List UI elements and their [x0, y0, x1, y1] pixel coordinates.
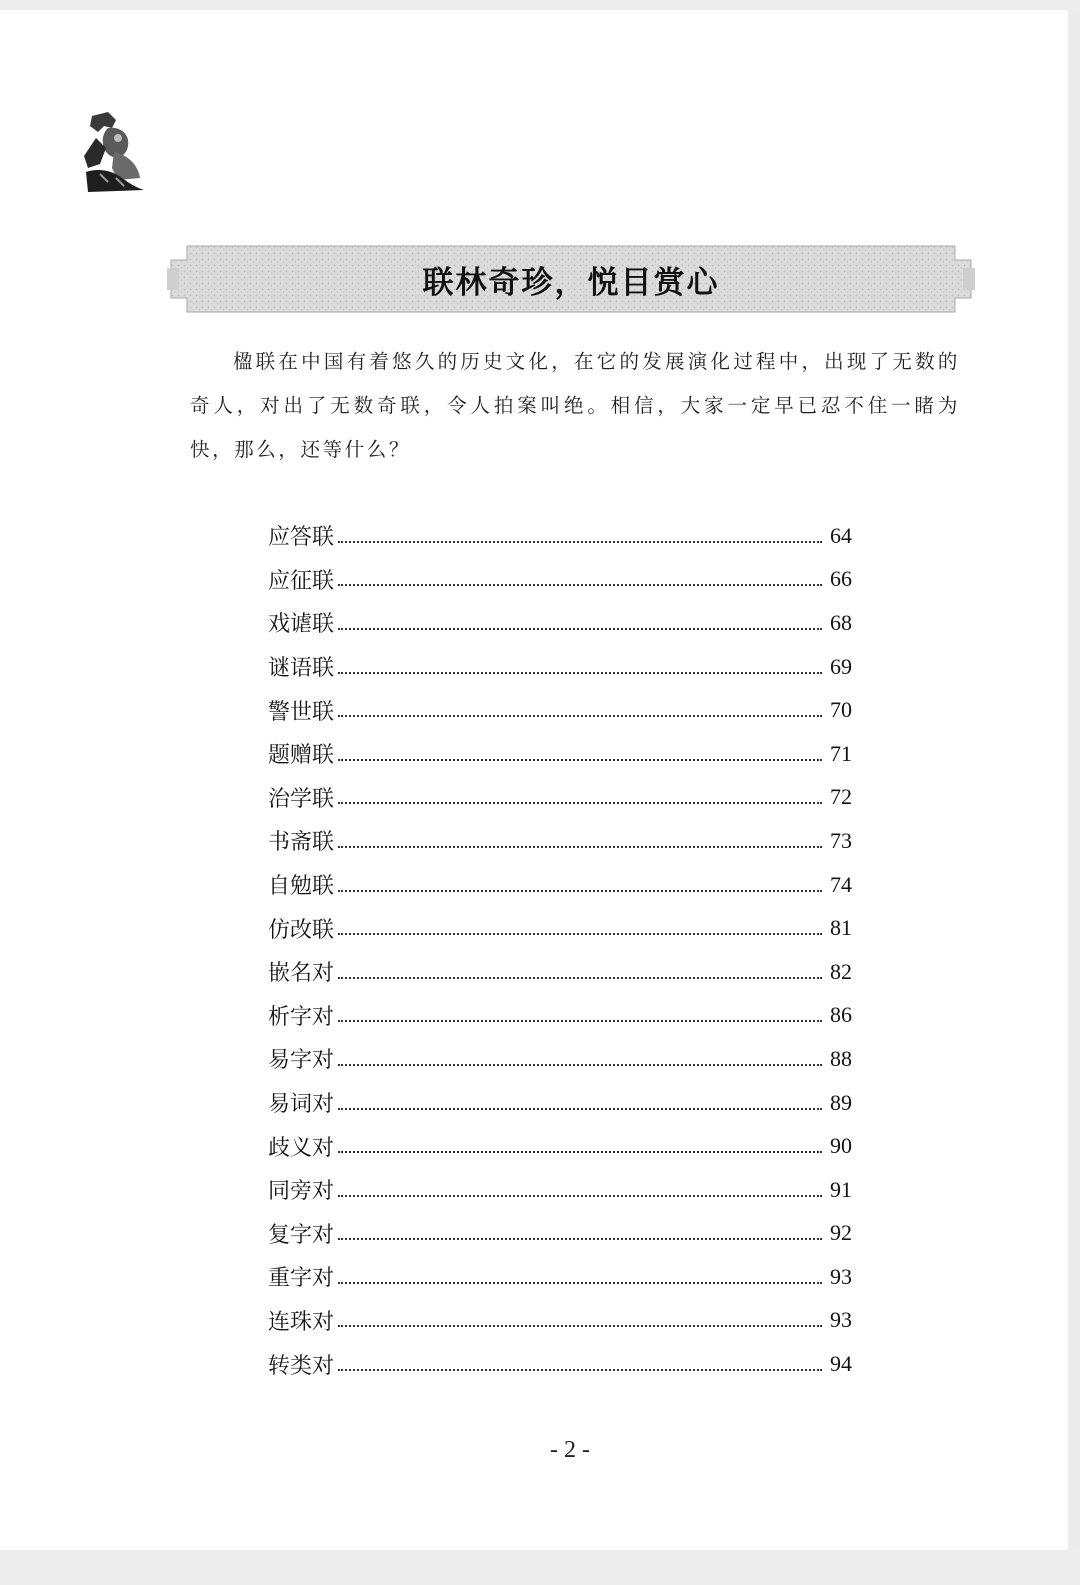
- toc-entry-label: 谜语联: [268, 656, 335, 682]
- toc-entry-page: 92: [830, 1220, 852, 1246]
- toc-entry-label: 转类对: [268, 1353, 335, 1379]
- toc-entry-label: 应答联: [268, 525, 335, 551]
- toc-entry-label: 治学联: [268, 786, 335, 812]
- dot-leader: [338, 584, 822, 586]
- toc-entry-page: 93: [830, 1307, 852, 1333]
- dot-leader: [338, 1369, 822, 1371]
- dot-leader: [338, 802, 822, 804]
- toc-entry-label: 析字对: [268, 1004, 335, 1030]
- toc-entry-page: 93: [830, 1263, 852, 1289]
- toc-entry-label: 易字对: [268, 1048, 335, 1074]
- toc-entry-page: 66: [830, 566, 852, 592]
- toc-entry-label: 题赠联: [268, 743, 335, 769]
- toc-entry-page: 82: [830, 958, 852, 984]
- toc-entry[interactable]: [268, 558, 852, 602]
- toc-entry-page: 73: [830, 827, 852, 853]
- toc-entry-label: 书斋联: [268, 830, 335, 856]
- toc-entry-label: 警世联: [268, 699, 335, 725]
- toc-entry[interactable]: [268, 645, 852, 689]
- dot-leader: [338, 890, 822, 892]
- toc-entry[interactable]: [268, 863, 852, 907]
- toc-entry[interactable]: [268, 950, 852, 994]
- toc-entry-page: 88: [830, 1045, 852, 1071]
- intro-paragraph: [190, 340, 960, 472]
- dot-leader: [338, 1238, 822, 1240]
- toc-entry-label: 戏谑联: [268, 612, 335, 638]
- toc-entry[interactable]: [268, 601, 852, 645]
- toc-entry[interactable]: [268, 514, 852, 558]
- dot-leader: [338, 1108, 822, 1110]
- toc-entry-page: 94: [830, 1351, 852, 1377]
- toc-entry-label: 嵌名对: [268, 961, 335, 987]
- toc-entry-page: 64: [830, 522, 852, 548]
- toc-entry-page: 72: [830, 784, 852, 810]
- toc-entry-label: 连珠对: [268, 1309, 335, 1335]
- toc-entry[interactable]: [268, 732, 852, 776]
- bottom-margin: [0, 1550, 1080, 1585]
- toc-entry[interactable]: [268, 688, 852, 732]
- intro-text: 楹联在中国有着悠久的历史文化，在它的发展演化过程中，出现了无数的奇人，对出了无数奇联，令人拍案叫绝。相信，大家一定早已忍不住一睹为快，那么，还等什么？: [190, 350, 960, 461]
- dot-leader: [338, 1195, 822, 1197]
- toc-entry-page: 69: [830, 653, 852, 679]
- top-margin: [0, 0, 1080, 10]
- toc-entry-page: 91: [830, 1176, 852, 1202]
- toc-entry[interactable]: [268, 1124, 852, 1168]
- toc-entry-page: 74: [830, 871, 852, 897]
- toc-entry[interactable]: [268, 776, 852, 820]
- toc-entry-label: 重字对: [268, 1266, 335, 1292]
- toc-entry-page: 71: [830, 740, 852, 766]
- dot-leader: [338, 628, 822, 630]
- toc-entry[interactable]: [268, 994, 852, 1038]
- dot-leader: [338, 1151, 822, 1153]
- table-of-contents: [268, 514, 852, 1386]
- toc-entry-label: 仿改联: [268, 917, 335, 943]
- toc-entry[interactable]: [268, 819, 852, 863]
- toc-entry[interactable]: [268, 1342, 852, 1386]
- toc-entry[interactable]: [268, 1212, 852, 1256]
- toc-entry-label: 复字对: [268, 1222, 335, 1248]
- dot-leader: [338, 846, 822, 848]
- title-banner-text: [165, 240, 977, 318]
- toc-entry-label: 自勉联: [268, 874, 335, 900]
- toc-entry-page: 81: [830, 915, 852, 941]
- toc-entry[interactable]: [268, 1081, 852, 1125]
- toc-entry[interactable]: [268, 1299, 852, 1343]
- dot-leader: [338, 715, 822, 717]
- dot-leader: [338, 1064, 822, 1066]
- toc-entry-label: 歧义对: [268, 1135, 335, 1161]
- toc-entry-page: 70: [830, 697, 852, 723]
- toc-entry-label: 易词对: [268, 1092, 335, 1118]
- page-number: - 2 -: [550, 1437, 590, 1463]
- dot-leader: [338, 759, 822, 761]
- toc-entry-page: 89: [830, 1089, 852, 1115]
- section-title: 联林奇珍，悦目赏心: [422, 264, 720, 301]
- toc-entry[interactable]: [268, 1255, 852, 1299]
- dot-leader: [338, 977, 822, 979]
- toc-entry-page: 86: [830, 1002, 852, 1028]
- toc-entry-label: 应征联: [268, 568, 335, 594]
- dot-leader: [338, 672, 822, 674]
- dot-leader: [338, 1020, 822, 1022]
- dot-leader: [338, 933, 822, 935]
- figure-illustration-icon: [78, 108, 148, 194]
- toc-entry-page: 90: [830, 1133, 852, 1159]
- toc-entry-page: 68: [830, 609, 852, 635]
- toc-entry-label: 同旁对: [268, 1179, 335, 1205]
- toc-entry[interactable]: [268, 1037, 852, 1081]
- dot-leader: [338, 1325, 822, 1327]
- toc-entry[interactable]: [268, 906, 852, 950]
- dot-leader: [338, 541, 822, 543]
- toc-entry[interactable]: [268, 1168, 852, 1212]
- dot-leader: [338, 1282, 822, 1284]
